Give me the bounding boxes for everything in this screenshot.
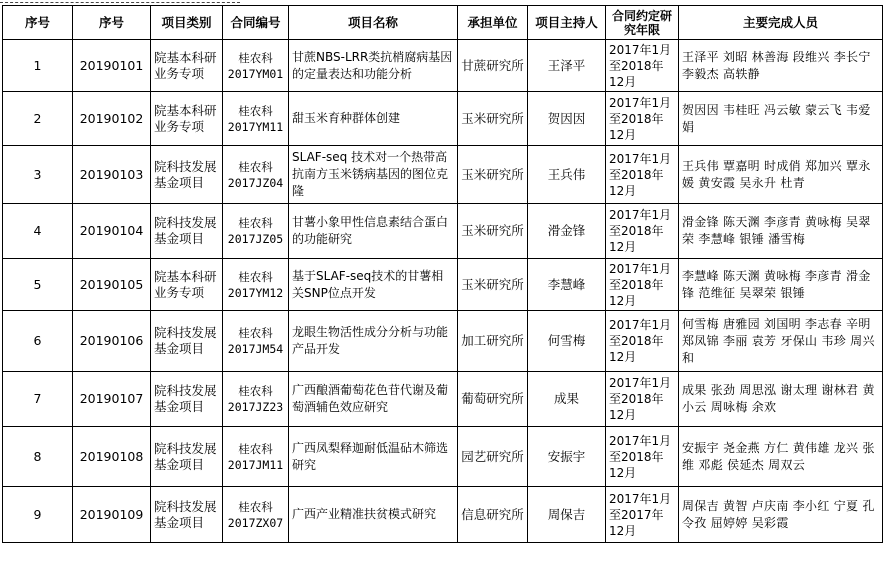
table-row: [3, 372, 883, 427]
cell-project-name: 甘薯小象甲性信息素结合蛋白的功能研究: [289, 204, 458, 259]
cell-host: 王兵伟: [528, 146, 606, 204]
table-row: [3, 487, 883, 543]
cell-seq: 2: [3, 92, 73, 146]
header-project-name: 项目名称: [289, 6, 458, 40]
cell-period: 2017年1月至2018年12月: [606, 40, 679, 92]
cell-unit: 加工研究所: [458, 311, 528, 372]
cell-project-type: 院科技发展基金项目: [151, 372, 223, 427]
cell-unit: 信息研究所: [458, 487, 528, 543]
header-unit: 承担单位: [458, 6, 528, 40]
table-row: [3, 259, 883, 311]
project-table: [2, 5, 883, 543]
cell-people: 安振宇 尧金燕 方仁 黄伟雄 龙兴 张维 邓彪 侯延杰 周双云: [679, 427, 883, 487]
cell-number: 20190103: [73, 146, 151, 204]
cell-project-name: 广西产业精准扶贫模式研究: [289, 487, 458, 543]
cell-contract-number: 桂农科2017JZ04: [223, 146, 289, 204]
cell-project-name: 甘蔗NBS-LRR类抗梢腐病基因的定量表达和功能分析: [289, 40, 458, 92]
cell-host: 滑金锋: [528, 204, 606, 259]
cell-contract-number: 桂农科2017YM01: [223, 40, 289, 92]
cell-unit: 葡萄研究所: [458, 372, 528, 427]
cell-contract-number: 桂农科2017JZ23: [223, 372, 289, 427]
cell-number: 20190105: [73, 259, 151, 311]
cell-number: 20190104: [73, 204, 151, 259]
header-row: [3, 6, 883, 40]
cell-host: 成果: [528, 372, 606, 427]
cell-project-type: 院科技发展基金项目: [151, 487, 223, 543]
cell-number: 20190107: [73, 372, 151, 427]
cell-seq: 8: [3, 427, 73, 487]
cell-project-name: SLAF-seq 技术对一个热带高抗南方玉米锈病基因的图位克隆: [289, 146, 458, 204]
header-people: 主要完成人员: [679, 6, 883, 40]
cell-seq: 7: [3, 372, 73, 427]
cell-contract-number: 桂农科2017ZX07: [223, 487, 289, 543]
table-row: [3, 204, 883, 259]
cell-unit: 甘蔗研究所: [458, 40, 528, 92]
cell-people: 李慧峰 陈天渊 黄咏梅 李彦青 滑金锋 范维征 吴翠荣 银锤: [679, 259, 883, 311]
cell-unit: 玉米研究所: [458, 146, 528, 204]
cell-period: 2017年1月至2017年12月: [606, 487, 679, 543]
cell-people: 滑金锋 陈天渊 李彦青 黄咏梅 吴翠荣 李慧峰 银锤 潘雪梅: [679, 204, 883, 259]
cell-people: 贺因因 韦桂旺 冯云敏 蒙云飞 韦爱娟: [679, 92, 883, 146]
cell-unit: 玉米研究所: [458, 204, 528, 259]
cell-contract-number: 桂农科2017YM11: [223, 92, 289, 146]
cell-period: 2017年1月至2018年12月: [606, 146, 679, 204]
cell-seq: 1: [3, 40, 73, 92]
cell-unit: 玉米研究所: [458, 259, 528, 311]
cell-host: 何雪梅: [528, 311, 606, 372]
cell-unit: 园艺研究所: [458, 427, 528, 487]
cell-period: 2017年1月至2018年12月: [606, 311, 679, 372]
cell-number: 20190101: [73, 40, 151, 92]
cell-contract-number: 桂农科2017JZ05: [223, 204, 289, 259]
cell-contract-number: 桂农科2017JM54: [223, 311, 289, 372]
cell-project-type: 院科技发展基金项目: [151, 311, 223, 372]
header-contract-number: 合同编号: [223, 6, 289, 40]
cell-host: 王泽平: [528, 40, 606, 92]
cell-host: 李慧峰: [528, 259, 606, 311]
cell-host: 周保吉: [528, 487, 606, 543]
header-project-type: 项目类别: [151, 6, 223, 40]
cell-seq: 4: [3, 204, 73, 259]
header-seq: 序号: [3, 6, 73, 40]
cell-contract-number: 桂农科2017JM11: [223, 427, 289, 487]
cell-project-type: 院基本科研业务专项: [151, 40, 223, 92]
cell-people: 周保吉 黄智 卢庆南 李小红 宁夏 孔令孜 屈婷婷 吴彩霞: [679, 487, 883, 543]
cell-project-type: 院基本科研业务专项: [151, 259, 223, 311]
cell-seq: 5: [3, 259, 73, 311]
cell-period: 2017年1月至2018年12月: [606, 427, 679, 487]
cell-number: 20190106: [73, 311, 151, 372]
cell-contract-number: 桂农科2017YM12: [223, 259, 289, 311]
cell-period: 2017年1月至2018年12月: [606, 92, 679, 146]
cell-people: 王兵伟 覃嘉明 时成俏 郑加兴 覃永媛 黄安霞 吴永升 杜青: [679, 146, 883, 204]
cell-seq: 9: [3, 487, 73, 543]
cell-unit: 玉米研究所: [458, 92, 528, 146]
cell-seq: 3: [3, 146, 73, 204]
table-row: [3, 311, 883, 372]
cell-people: 王泽平 刘昭 林善海 段维兴 李长宁 李毅杰 高轶静: [679, 40, 883, 92]
cell-project-name: 广西酿酒葡萄花色苷代谢及葡萄酒辅色效应研究: [289, 372, 458, 427]
cell-project-name: 广西凤梨释迦耐低温砧木筛选研究: [289, 427, 458, 487]
table-row: [3, 40, 883, 92]
cell-project-name: 甜玉米育种群体创建: [289, 92, 458, 146]
header-number: 序号: [73, 6, 151, 40]
table-row: [3, 427, 883, 487]
cell-period: 2017年1月至2018年12月: [606, 259, 679, 311]
cell-project-name: 基于SLAF-seq技术的甘薯相关SNP位点开发: [289, 259, 458, 311]
cell-number: 20190108: [73, 427, 151, 487]
header-host: 项目主持人: [528, 6, 606, 40]
cell-host: 贺因因: [528, 92, 606, 146]
header-period: 合同约定研究年限: [606, 6, 679, 40]
cell-period: 2017年1月至2018年12月: [606, 372, 679, 427]
cell-host: 安振宇: [528, 427, 606, 487]
table-row: [3, 92, 883, 146]
cell-project-type: 院科技发展基金项目: [151, 427, 223, 487]
table-row: [3, 146, 883, 204]
cell-seq: 6: [3, 311, 73, 372]
cell-project-type: 院科技发展基金项目: [151, 204, 223, 259]
cell-people: 何雪梅 唐雅园 刘国明 李志春 辛明 郑凤锦 李丽 袁芳 牙保山 韦珍 周兴和: [679, 311, 883, 372]
cell-project-type: 院基本科研业务专项: [151, 92, 223, 146]
cell-project-name: 龙眼生物活性成分分析与功能产品开发: [289, 311, 458, 372]
cell-number: 20190109: [73, 487, 151, 543]
cell-people: 成果 张劲 周思泓 谢太理 谢林君 黄小云 周咏梅 余欢: [679, 372, 883, 427]
cell-number: 20190102: [73, 92, 151, 146]
cell-project-type: 院科技发展基金项目: [151, 146, 223, 204]
cell-period: 2017年1月至2018年12月: [606, 204, 679, 259]
